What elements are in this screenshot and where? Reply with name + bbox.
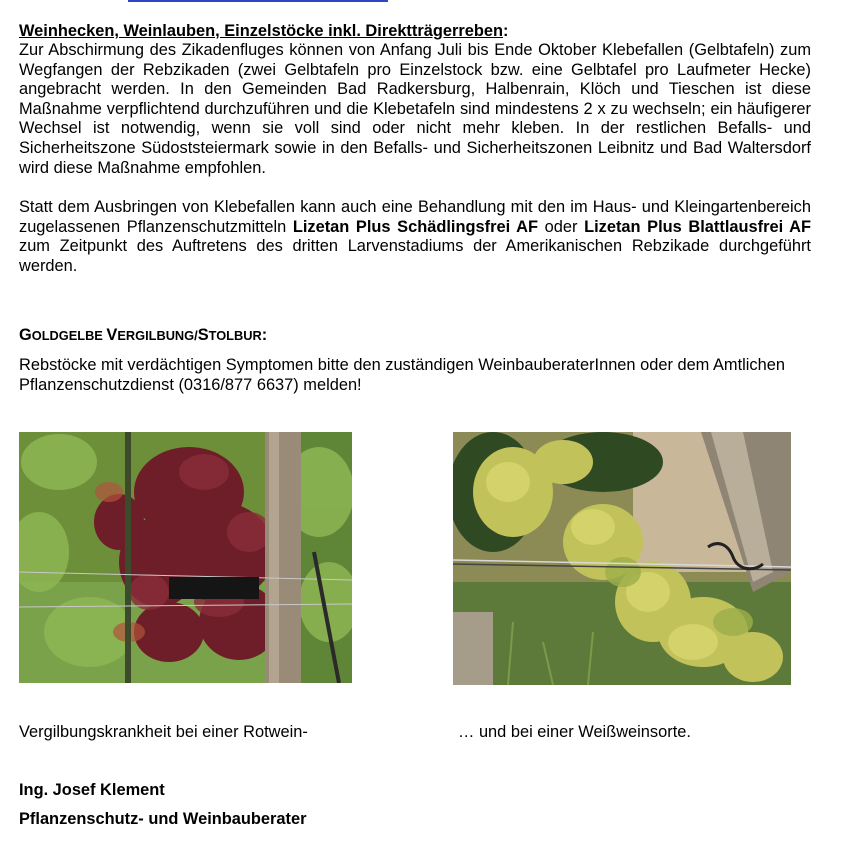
signature-title: Pflanzenschutz- und Weinbauberater (19, 810, 307, 828)
paragraph-melden: Rebstöcke mit verdächtigen Symptomen bitte den zuständigen WeinbauberaterInnen oder dem Amtlichen Pflanzenschutzdienst (0316/877 6637) melden! (19, 356, 785, 394)
photo-rotwein-vergilbung (19, 432, 352, 683)
paragraph-klebefallen: Zur Abschirmung des Zikadenfluges können von Anfang Juli bis Ende Oktober Klebefallen (Gelbtafeln) zum Wegfangen der Rebzikaden (zwei Gelbtafeln pro Einzelstock bzw. eine Gelbtafel pro Laufmeter Hecke) angebracht werden. In den Gemeinden Bad Radkersburg, Halbenrain, Klöch und Tieschen ist diese Maßnahme verpflichtend durchzuführen und die Klebetafeln sind mindestens 2 x zu wechseln; ein häufigerer Wechsel ist notwendig, wenn sie voll sind oder nicht mehr kleben. In der restlichen Befalls- und Sicherheitszone Südoststeiermark sowie in den Befalls- und Sicherheitszonen Leibnitz und Bad Waltersdorf wird diese Maßnahme empfohlen. (19, 41, 811, 177)
top-link-underline (128, 0, 388, 2)
caption-rotwein: Vergilbungskrankheit bei einer Rotwein- (19, 723, 308, 741)
product-name-blattlausfrei: Lizetan Plus Blattlausfrei AF (584, 217, 811, 236)
caption-weisswein: … und bei einer Weißweinsorte. (458, 723, 691, 741)
paragraph-behandlung: Statt dem Ausbringen von Klebefallen kann auch eine Behandlung mit den im Haus- und Kleingartenbereich zugelassenen Pflanzenschutzmitteln Lizetan Plus Schädlingsfrei AF oder Lizetan Plus Blattlausfrei AF zum Zeitpunkt des Auftretens des dritten Larvenstadiums der Amerikanischen Rebzikade durchgeführt werden. (19, 198, 811, 275)
product-name-schaedlingsfrei: Lizetan Plus Schädlingsfrei AF (292, 217, 538, 236)
section-heading-weinhecken: Weinhecken, Weinlauben, Einzelstöcke inkl. Direktträgerreben: (19, 22, 509, 40)
photo-weisswein-vergilbung (453, 432, 791, 685)
section-heading-goldgelbe-vergilbung: GOLDGELBE VERGILBUNG/STOLBUR: (19, 326, 268, 344)
signature-name: Ing. Josef Klement (19, 781, 165, 799)
